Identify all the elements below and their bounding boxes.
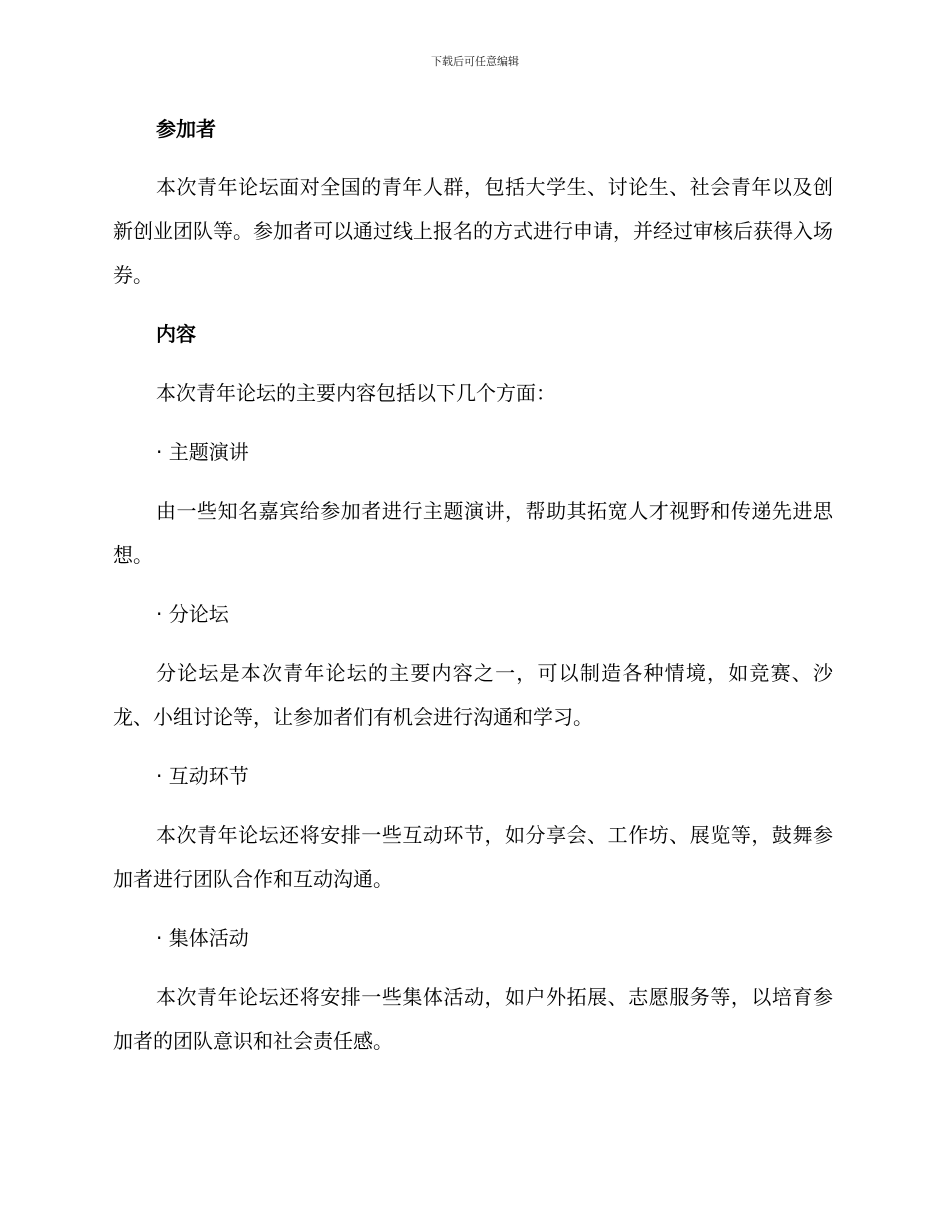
- participants-paragraph: 本次青年论坛面对全国的青年人群，包括大学生、讨论生、社会青年以及创新创业团队等。参加者可以通过线上报名的方式进行申请，并经过审核后获得入场券。: [113, 175, 833, 287]
- section-heading-participants: 参加者: [156, 117, 216, 141]
- bullet-title-interaction: · 互动环节: [156, 764, 249, 788]
- bullet-text-keynote: 由一些知名嘉宾给参加者进行主题演讲，帮助其拓宽人才视野和传递先进思想。: [113, 499, 833, 567]
- content-intro: 本次青年论坛的主要内容包括以下几个方面：: [156, 381, 556, 405]
- bullet-title-group-activity: · 集体活动: [156, 926, 249, 950]
- bullet-text-group-activity: 本次青年论坛还将安排一些集体活动，如户外拓展、志愿服务等，以培育参加者的团队意识和社会责任感。: [113, 985, 833, 1053]
- bullet-text-interaction: 本次青年论坛还将安排一些互动环节，如分享会、工作坊、展览等，鼓舞参加者进行团队合作和互动沟通。: [113, 823, 833, 891]
- bullet-title-keynote: · 主题演讲: [156, 440, 249, 464]
- document-body: [113, 112, 833, 1063]
- page-header: 下载后可任意编辑: [431, 55, 519, 68]
- section-heading-content: 内容: [156, 322, 196, 346]
- bullet-text-subforum: 分论坛是本次青年论坛的主要内容之一，可以制造各种情境，如竞赛、沙龙、小组讨论等，让参加者们有机会进行沟通和学习。: [113, 661, 833, 729]
- bullet-title-subforum: · 分论坛: [156, 602, 229, 626]
